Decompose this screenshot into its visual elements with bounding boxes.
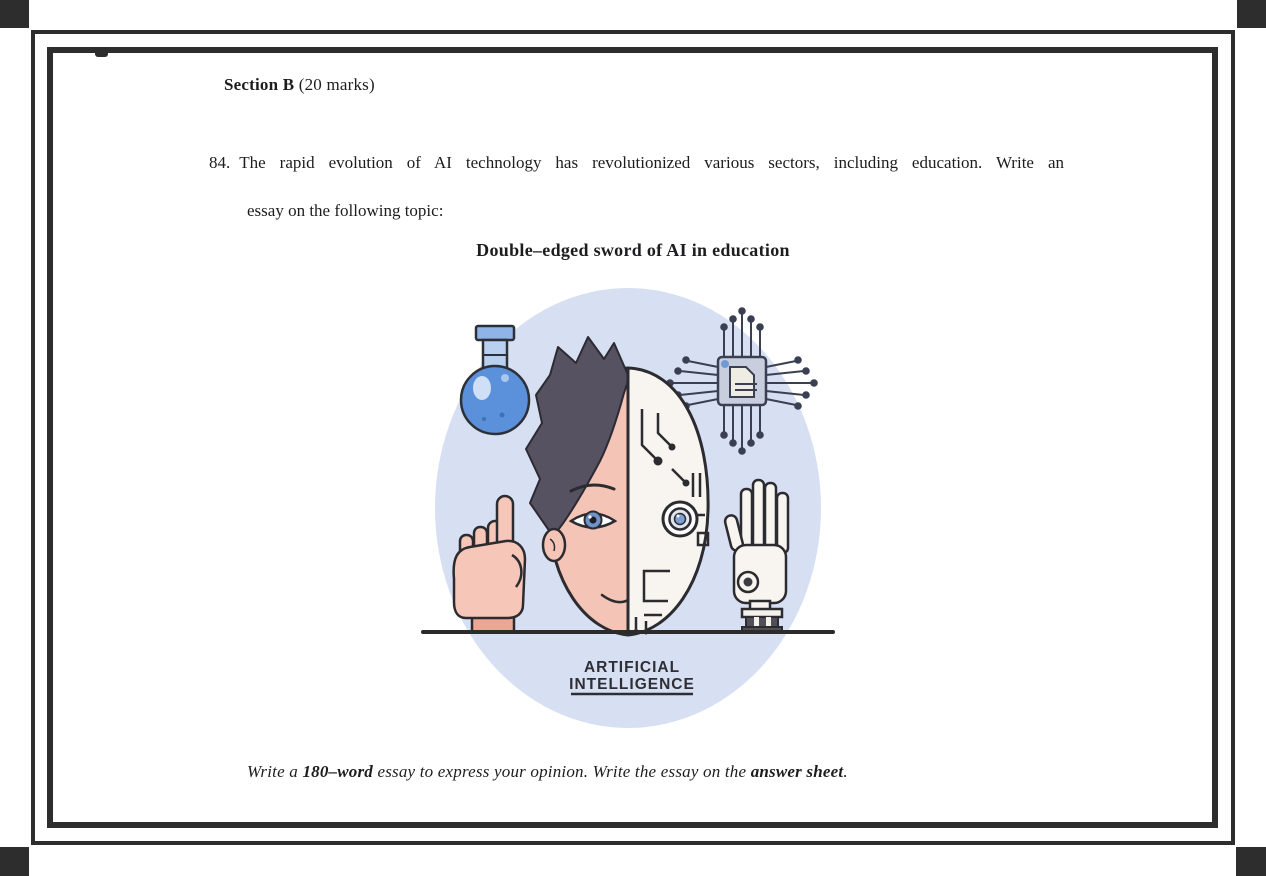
footer-answer-sheet: answer sheet (750, 762, 844, 781)
scan-corner-bottom-right (1236, 847, 1266, 876)
scan-corner-bottom-left (0, 847, 29, 876)
footer-part-2: essay to express your opinion. Write the essay on the (373, 762, 751, 781)
section-header (224, 75, 375, 95)
ai-illustration (408, 283, 852, 733)
caption-artificial: ARTIFICIAL (583, 659, 681, 676)
scan-artifact (95, 51, 108, 57)
scan-corner-top-right (1237, 0, 1266, 28)
question-text: The rapid evolution of AI technology has revolutionized various sectors, including education. Write an (239, 153, 1064, 172)
question-line-2: essay on the following topic: (247, 201, 444, 220)
robot-eye (663, 502, 697, 536)
footer-instruction (247, 762, 848, 782)
footer-part-1: Write a (247, 762, 303, 781)
question-line-1 (209, 153, 1064, 173)
section-title: Section B (224, 75, 295, 94)
footer-part-3: . (843, 762, 848, 781)
section-marks: (20 marks) (298, 75, 375, 94)
scan-corner-top-left (0, 0, 29, 28)
essay-topic-title: Double–edged sword of AI in education (476, 240, 790, 260)
footer-word-count: 180–word (302, 762, 373, 781)
caption-intelligence: INTELLIGENCE (569, 676, 695, 693)
question-number: 84. (209, 153, 231, 172)
